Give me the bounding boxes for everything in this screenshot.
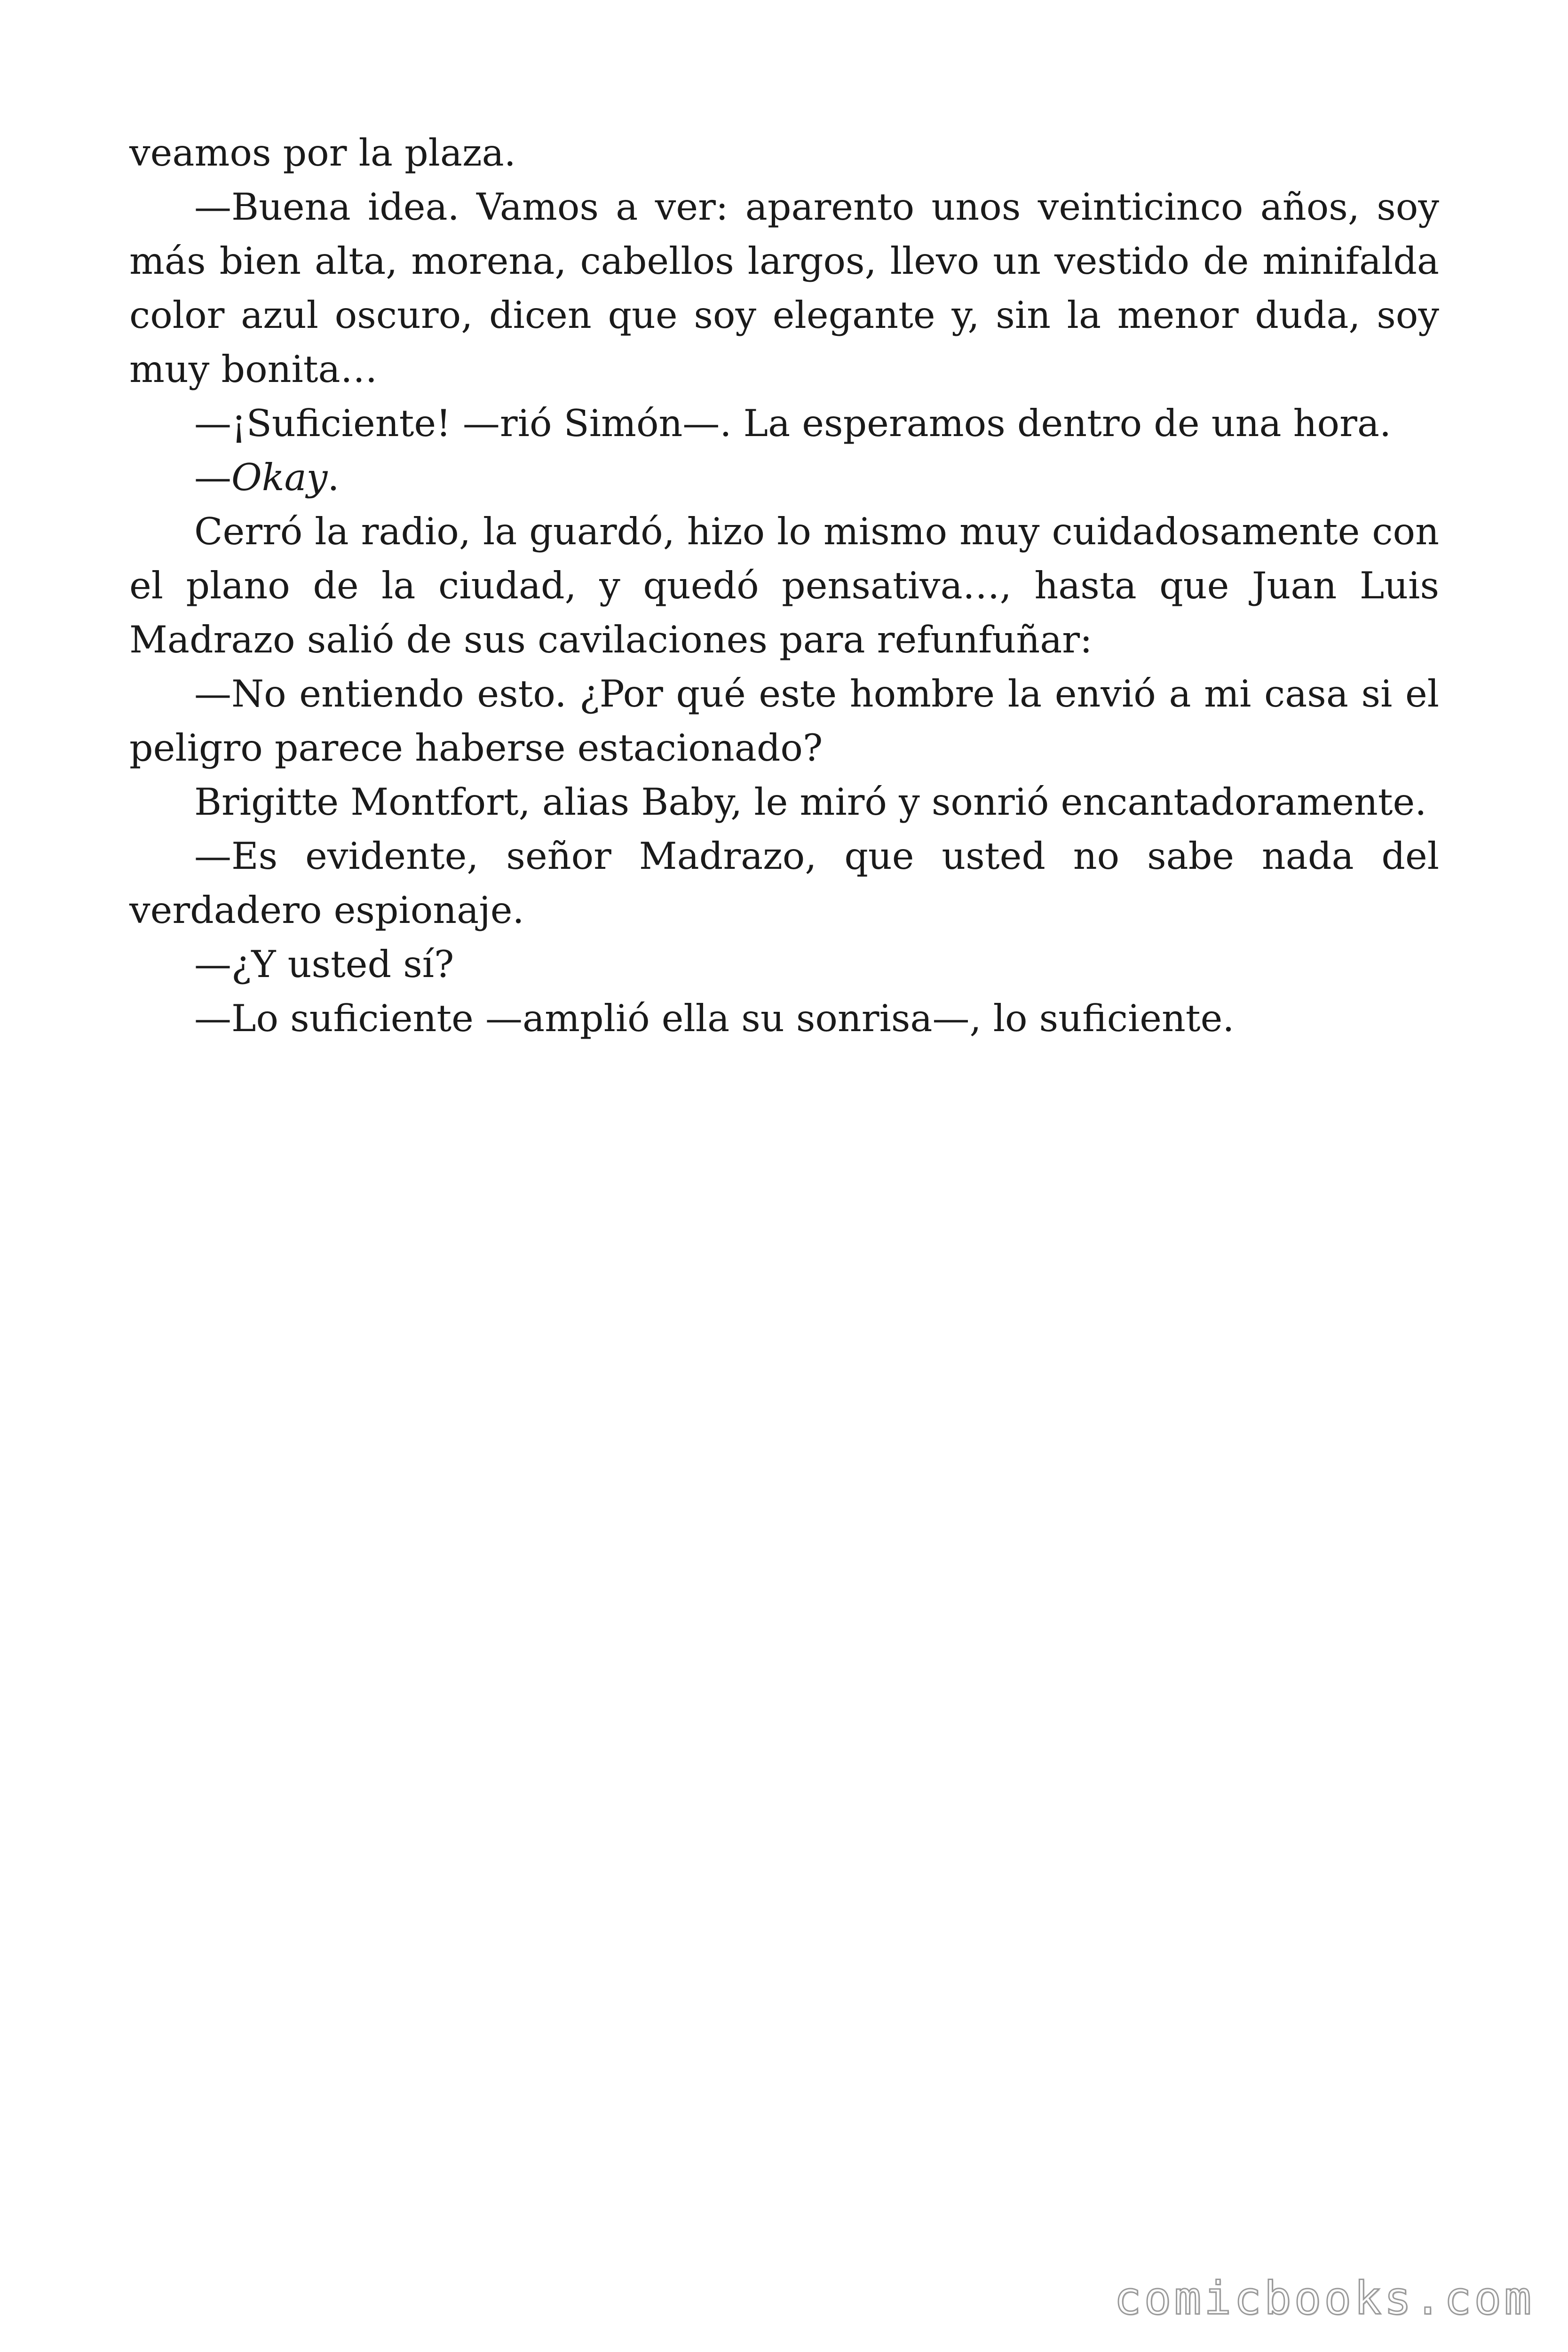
paragraph-okay <box>129 451 1439 505</box>
paragraph: —Buena idea. Vamos a ver: aparento unos veinticinco años, soy más bien alta, morena, cabellos largos, llevo un vestido de minifalda color azul oscuro, dicen que soy elegante y, sin la menor duda, soy muy bonita… <box>129 185 1439 391</box>
period: . <box>327 456 340 499</box>
italic-word: Okay <box>231 456 328 499</box>
paragraph: Brigitte Montfort, alias Baby, le miró y sonrió encantadoramente. <box>194 780 1427 824</box>
watermark: comicbooks.com <box>1114 2272 1534 2325</box>
paragraph: veamos por la plaza. <box>129 131 516 175</box>
paragraph: —Lo suficiente —amplió ella su sonrisa—, lo suficiente. <box>194 997 1235 1040</box>
page-body <box>129 126 1439 1046</box>
paragraph: —¿Y usted sí? <box>194 943 454 986</box>
paragraph: —¡Suficiente! —rió Simón—. La esperamos dentro de una hora. <box>194 402 1392 445</box>
paragraph: Cerró la radio, la guardó, hizo lo mismo muy cuidadosamente con el plano de la ciudad, y quedó pensativa…, hasta que Juan Luis Madrazo salió de sus cavilaciones para refunfuñar: <box>129 510 1439 661</box>
paragraph: —Es evidente, señor Madrazo, que usted no sabe nada del verdadero espionaje. <box>129 834 1439 932</box>
paragraph: —No entiendo esto. ¿Por qué este hombre la envió a mi casa si el peligro parece haberse estacionado? <box>129 672 1439 770</box>
dash: — <box>194 456 231 499</box>
